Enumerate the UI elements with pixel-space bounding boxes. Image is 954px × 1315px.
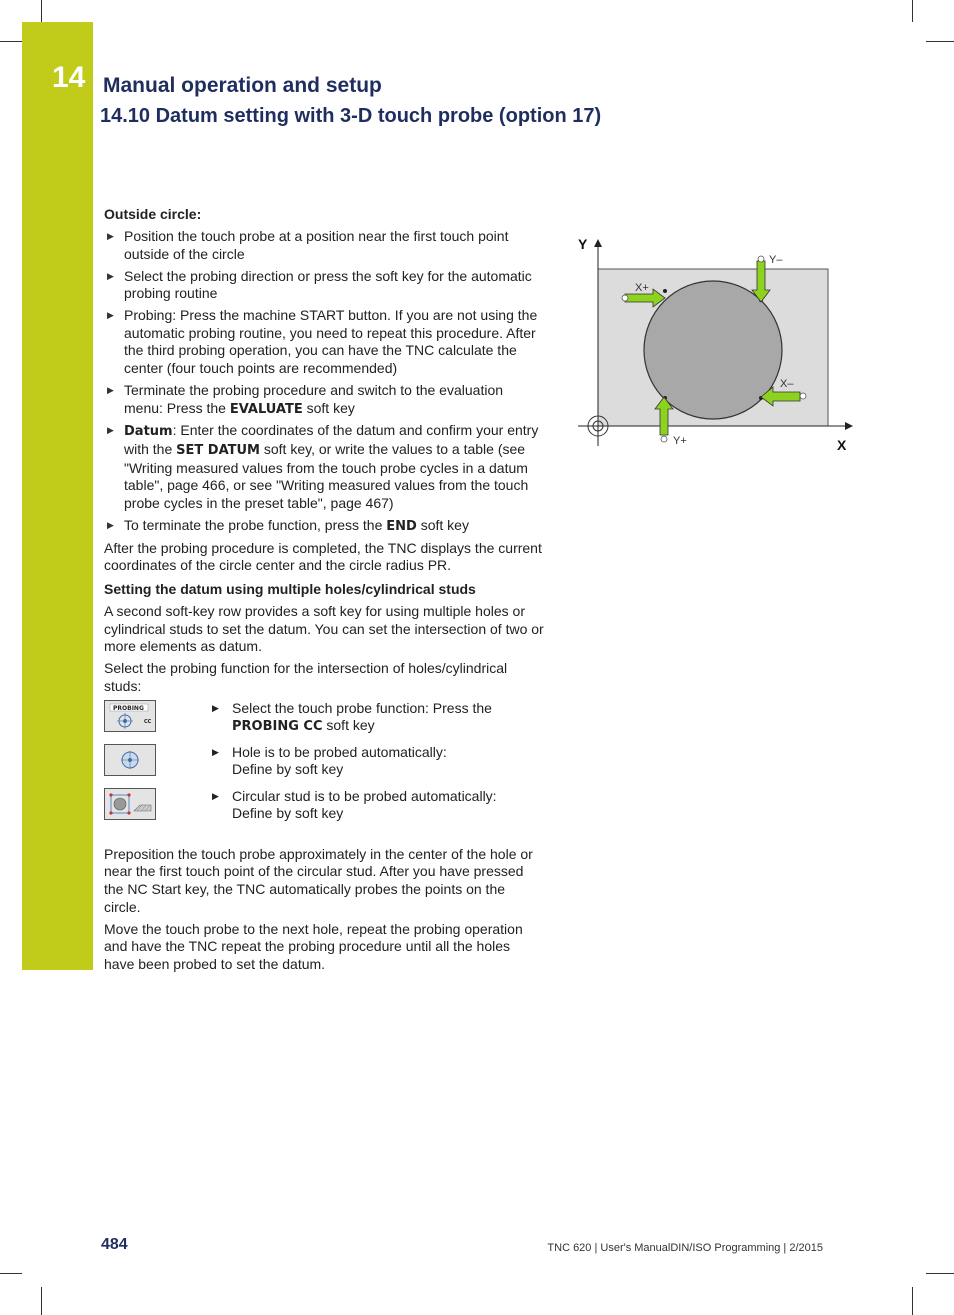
paragraph: A second soft-key row provides a soft key for using multiple holes or cylindrical studs to set the datum. You can set the intersection of two or more elements as datum. [104,603,544,655]
probing-cc-softkey[interactable] [104,700,156,732]
section-title: 14.10 Datum setting with 3-D touch probe (option 17) [100,105,602,127]
outside-circle-heading: Outside circle: [104,206,202,222]
step-text: soft key [322,717,375,734]
crop-mark [926,41,954,42]
probing-cc-icon [105,701,155,731]
y-minus-label: Y– [769,254,783,266]
step-text: : Enter the coordinates of the datum and confirm your entry with the [124,422,539,458]
step-item: ▶ Probing: Press the machine START button. If you are not using the automatic probing routine, you need to repeat this procedure. After the third probing operation, you can have the TNC calculate the center (four touch points are recommended) [104,307,544,377]
softkey-step [212,744,447,779]
step-text: Circular stud is to be probed automatically: [232,787,497,804]
hole-probe-icon [105,745,155,775]
softkey-row-hole [104,744,544,788]
step-text: Hole is to be probed automatically: [232,743,447,760]
page-number: 484 [101,1236,128,1253]
x-plus-label: X+ [635,282,649,294]
step-item: ▶ Select the probing direction or press the soft key for the automatic probing routine [104,268,544,303]
main-content [104,206,544,978]
footer-info: TNC 620 | User's ManualDIN/ISO Programming | 2/2015 [547,1242,823,1254]
outside-circle-steps [104,228,544,535]
crop-mark [41,0,42,22]
step-text: soft key [416,516,469,533]
crop-mark [926,1273,954,1274]
step-text: To terminate the probe function, press the [124,516,387,533]
step-item [104,422,544,512]
step-text: soft key, or write the values to a table (see "Writing measured values from the touch probe cycles in a datum table", page 466, or see "Writing measured values from the touch probe cycles in the preset table", page 467) [124,441,529,511]
paragraph: Move the touch probe to the next hole, repeat the probing operation and have the TNC repeat the probing procedure until all the holes have been probed to set the datum. [104,920,523,972]
y-plus-label: Y+ [673,435,687,447]
softkey-row-stud [104,788,544,846]
crop-mark [0,41,22,42]
step-text: Terminate the probing procedure and switch to the evaluation menu: Press the [124,381,504,416]
outside-circle-diagram [570,228,860,458]
crop-mark [912,1287,913,1315]
x-minus-label: X– [780,378,794,390]
chapter-sidebar [22,22,93,970]
probing-icon-label: PROBING [113,704,144,712]
chapter-number: 14 [52,61,86,94]
softkey-name: PROBING CC [232,719,323,735]
softkey-row-probing-cc [104,700,544,744]
softkey-name: END [386,518,417,534]
hole-softkey[interactable] [104,744,156,776]
paragraph: Preposition the touch probe approximately in the center of the hole or near the first touch point of the circular stud. After you have pressed the NC Start key, the TNC automatically probes the points on the circle. [104,845,533,915]
softkey-name: SET DATUM [176,443,260,459]
x-axis-label: X [837,437,847,453]
paragraph: Select the probing function for the intersection of holes/cylindrical studs: [104,660,508,694]
crop-mark [912,0,913,22]
stud-softkey[interactable] [104,788,156,820]
step-text: soft key [302,399,355,416]
multiple-holes-heading: Setting the datum using multiple holes/cylindrical studs [104,581,476,598]
crop-mark [0,1273,22,1274]
chapter-title: Manual operation and setup [103,74,382,97]
step-text: Select the touch probe function: Press the [232,699,492,716]
paragraph: After the probing procedure is completed, the TNC displays the current coordinates of the circle center and the circle radius PR. [104,539,542,574]
y-axis-label: Y [578,236,588,252]
step-text: Define by soft key [232,761,344,778]
step-item [104,382,544,418]
crop-mark [41,1287,42,1315]
probing-figure [570,228,860,458]
probing-icon-sub: CC [144,718,152,725]
softkey-name: Datum [124,424,173,440]
softkey-step [212,700,492,736]
step-item [104,517,544,536]
step-text: Define by soft key [232,805,344,822]
step-item: ▶ Position the touch probe at a position near the first touch point outside of the circle [104,228,544,263]
softkey-step [212,788,497,823]
softkey-name: EVALUATE [229,401,303,417]
stud-probe-icon [105,789,155,819]
